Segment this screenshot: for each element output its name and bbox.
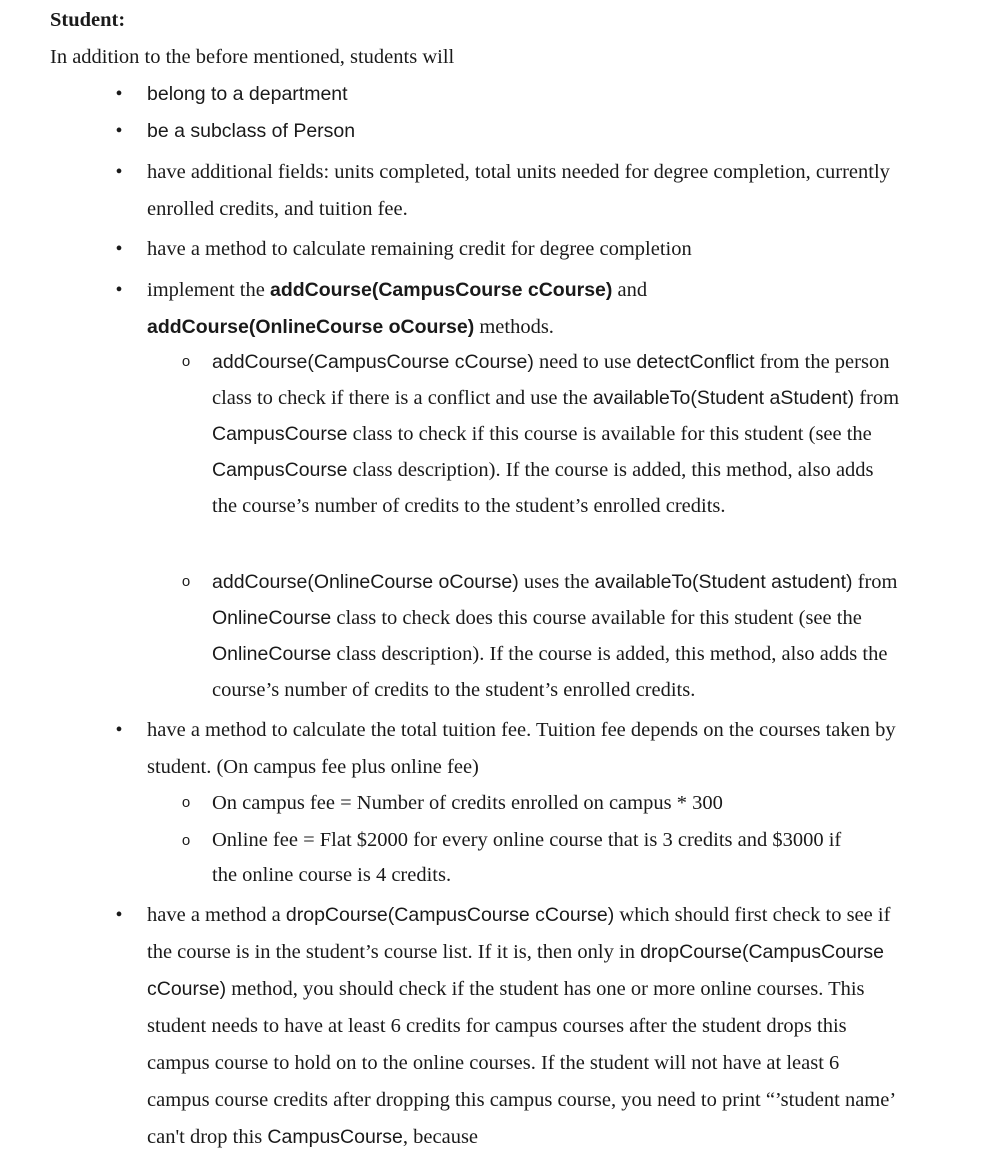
bullet-icon: •	[115, 83, 123, 105]
sub-item-online-fee: Online fee = Flat $2000 for every online course that is 3 credits and $3000 if the online course is 4 credits.	[212, 829, 842, 886]
bullet-icon: •	[115, 120, 123, 142]
list-item-fields: have additional fields: units completed, total units needed for degree completion, currently enrolled credits, and tuition fee.	[147, 161, 890, 220]
section-heading: Student:	[50, 9, 126, 31]
list-item-subclass: be a subclass of Person	[147, 120, 356, 142]
sub-bullet-icon: o	[181, 794, 191, 811]
bullet-icon: •	[115, 161, 123, 183]
intro-text: In addition to the before mentioned, students will	[50, 46, 455, 68]
sub-bullet-icon: o	[181, 353, 191, 370]
sub-item-online-addcourse: addCourse(OnlineCourse oCourse) uses the availableTo(Student astudent) from OnlineCourse class to check does this course available for this student (see the OnlineCourse class description). If the course is added, this method, also adds the course’s number of credits to the student’s enrolled credits.	[212, 571, 898, 701]
list-item-remaining-credit: have a method to calculate remaining credit for degree completion	[147, 238, 692, 260]
bullet-icon: •	[115, 904, 123, 926]
sub-item-campus-fee: On campus fee = Number of credits enrolled on campus * 300	[212, 792, 723, 814]
bullet-icon: •	[115, 719, 123, 741]
bullet-icon: •	[115, 238, 123, 260]
bullet-icon: •	[115, 279, 123, 301]
list-item-tuition: have a method to calculate the total tuition fee. Tuition fee depends on the courses taken by student. (On campus fee plus online fee)	[147, 719, 896, 778]
list-item-addcourse: implement the addCourse(CampusCourse cCourse) and addCourse(OnlineCourse oCourse) methods.	[147, 279, 648, 338]
sub-item-campus-addcourse: addCourse(CampusCourse cCourse) need to use detectConflict from the person class to check if there is a conflict and use the availableTo(Student aStudent) from CampusCourse class to check if this course is available for this student (see the CampusCourse class description). If the course is added, this method, also adds the course’s number of credits to the student’s enrolled credits.	[212, 351, 900, 517]
sub-bullet-icon: o	[181, 832, 191, 849]
list-item-dropcourse: have a method a dropCourse(CampusCourse cCourse) which should first check to see if the course is in the student’s course list. If it is, then only in dropCourse(CampusCourse cCourse) method, you should check if the student has one or more online courses. This student needs to have at least 6 credits for campus courses after the student drops this campus course to hold on to the online courses. If the student will not have at least 6 campus course credits after dropping this campus course, you need to print “’student name’ can't drop this CampusCourse, because	[147, 904, 895, 1148]
sub-bullet-icon: o	[181, 573, 191, 590]
list-item-department: belong to a department	[147, 83, 348, 105]
